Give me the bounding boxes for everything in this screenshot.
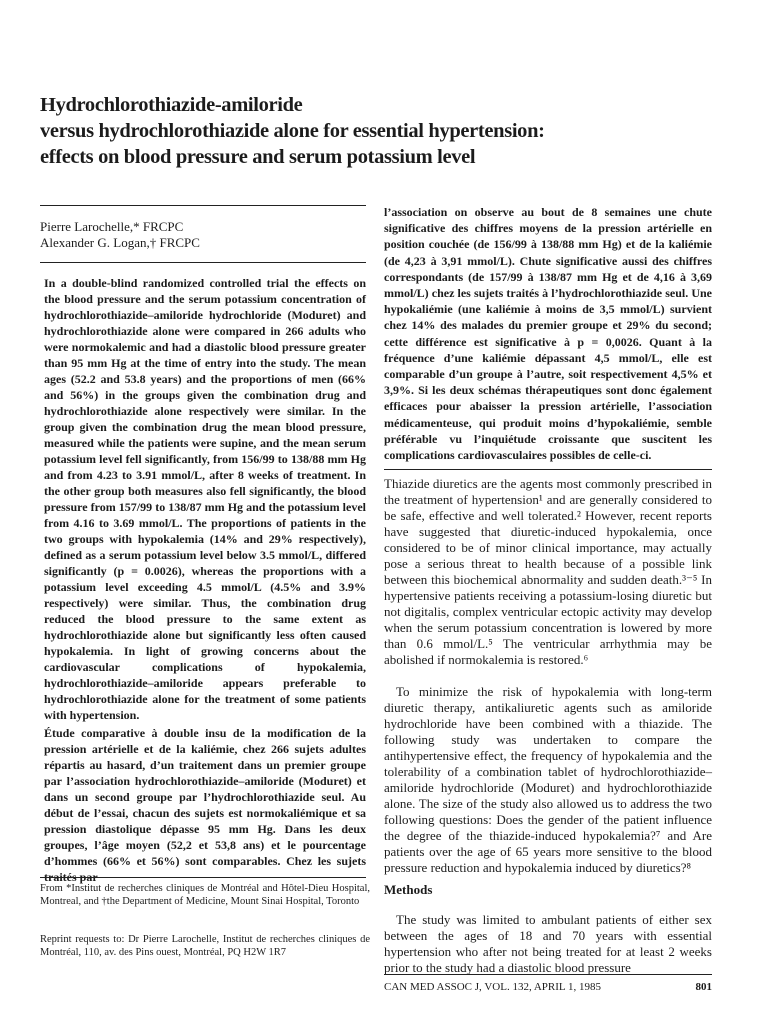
authors-rule [40,262,366,263]
title-line: Hydrochlorothiazide-amiloride [40,94,303,116]
title-line: versus hydrochlorothiazide alone for essential hypertension: [40,120,545,142]
article-title [40,92,740,170]
body-paragraph: To minimize the risk of hypokalemia with long-term diuretic therapy, antikaliuretic agents such as amiloride hydrochloride have been combined with a thiazide. The following study was undertaken to compare the antihypertensive effect, the frequency of hypokalemia and the tolerability of a combination tablet of hydrochlorothiazide–amiloride hydrochloride (Moduret) and hydrochlorothiazide alone. The size of the study also allowed us to address the two following questions: Does the gender of the patient influence the degree of the thiazide-induced hypokalemia?⁷ and Are patients over the age of 65 years more sensitive to the blood pressure reduction and hypokalemia induced by diuretics?⁸ [384,684,712,875]
author: Pierre Larochelle,* FRCPC [40,219,184,234]
abstract-end-rule [384,469,712,470]
journal-citation: CAN MED ASSOC J, VOL. 132, APRIL 1, 1985 [384,981,601,993]
footnote-rule [40,877,366,878]
top-rule [40,205,366,206]
page-number: 801 [695,981,712,993]
author-affiliation: From *Institut de recherches cliniques de Montréal and Hôtel-Dieu Hospital, Montreal, and †the Department of Medicine, Mount Sinai Hospital, Toronto [40,883,370,907]
title-line: effects on blood pressure and serum potassium level [40,146,476,168]
author-list [40,219,370,251]
reprint-requests: Reprint requests to: Dr Pierre Larochelle, Institut de recherches cliniques de Montréal, 110, av. des Pins ouest, Montréal, PQ H2W 1R7 [40,934,370,958]
abstract-french-continued: l’association on observe au bout de 8 semaines une chute significative des chiffres moyens de la pression artérielle en position couchée (de 156/99 à 138/88 mm Hg) et de la kaliémie (de 4,23 à 3,91 mmol/L). Chute significative aussi des chiffres correspondants (de 157/99 à 138/87 mm Hg et de 4,16 à 3,69 mmol/L) chez les sujets traités à l’hydrochlorothiazide seul. Une hypokaliémie (une kaliémie à moins de 3,5 mmol/L) survient chez 14% des malades du premier groupe et 29% du second; cette différence est significative à p = 0,0026. Quant à la fréquence d’une kaliémie dépassant 4,5 mmol/L, elle est comparable d’un groupe à l’autre, soit respectivement 4,5% et 3,9%. Si les deux schémas thérapeutiques sont donc également efficaces pour abaisser la pression artérielle, l’association médicamenteuse, qui produit moins d’hypokaliémie, semble préférable vu l’inquiétude croissante que suscitent les complications cardiovasculaires possibles de celle-ci. [384,205,712,463]
footer-rule [384,974,712,975]
abstract-english: In a double-blind randomized controlled trial the effects on the blood pressure and the serum potassium concentration of hydrochlorothiazide–amiloride hydrochloride (Moduret) and hydrochlorothiazide alone were compared in 266 adults who were normokalemic and had a diastolic blood pressure greater than 95 mm Hg at the time of entry into the study. The mean ages (52.2 and 53.8 years) and the proportions of men (66% and 56%) in the groups given the combination drug and hydrochlorothiazide alone respectively were similar. In the group given the combination drug the mean blood pressure, measured while the patients were supine, and the mean serum potassium level fell significantly, from 156/99 to 138/88 mm Hg and from 4.23 to 3.91 mmol/L, after 8 weeks of treatment. In the other group both measures also fell significantly, the blood pressure from 157/99 to 138/87 mm Hg and the potassium level from 4.16 to 3.69 mmol/L. The proportions of patients in the two groups with hypokalemia (14% and 29% respectively), defined as a serum potassium level below 3.5 mmol/L, differed significantly (p = 0.0026), whereas the proportions with a potassium level exceeding 4.5 mmol/L (4.5% and 3.9% respectively) were similar. Thus, the combination drug reduced the blood pressure to the same extent as hydrochlorothiazide alone but significantly less often caused hypokalemia. In light of growing concerns about the cardiovascular complications of hypokalemia, hydrochlorothiazide–amiloride appears preferable to hydrochlorothiazide alone for the treatment of some patients with hypertension. [44,276,366,722]
author: Alexander G. Logan,† FRCPC [40,235,200,250]
body-paragraph: The study was limited to ambulant patients of either sex between the ages of 18 and 70 years with essential hypertension who after not being treated for at least 2 weeks prior to the study had a diastolic blood pressure [384,912,712,975]
abstract-french: Étude comparative à double insu de la modification de la pression artérielle et de la kaliémie, chez 266 sujets adultes répartis au hasard, d’un traitement dans un premier groupe par l’association hydrochlorothiazide–amiloride (Moduret) et dans un second groupe par l’hydrochlorothiazide seul. Au début de l’essai, chacun des sujets est normokaliémique et sa pression diastolique dépasse 95 mm Hg. Dans les deux groupes, l’âge moyen (52,2 et 53,8 ans) et le pourcentage d’hommes (66% et 56%) sont comparables. Chez les sujets traités par [44,726,366,884]
body-paragraph: Thiazide diuretics are the agents most commonly prescribed in the treatment of hypertension¹ and are generally considered to be safe, effective and well tolerated.² However, recent reports have suggested that diuretic-induced hypokalemia, once considered to be of minor clinical importance, may actually pose a serious threat to health because of a possible link between this biochemical abnormality and sudden death.³⁻⁵ In hypertensive patients receiving a potassium-losing diuretic but not digitalis, complex ventricular ectopic activity may develop when the serum potassium concentration is lowered by more than 0.6 mmol/L.⁵ The ventricular arrhythmia may be abolished if normokalemia is restored.⁶ [384,476,712,667]
section-heading-methods: Methods [384,882,433,897]
